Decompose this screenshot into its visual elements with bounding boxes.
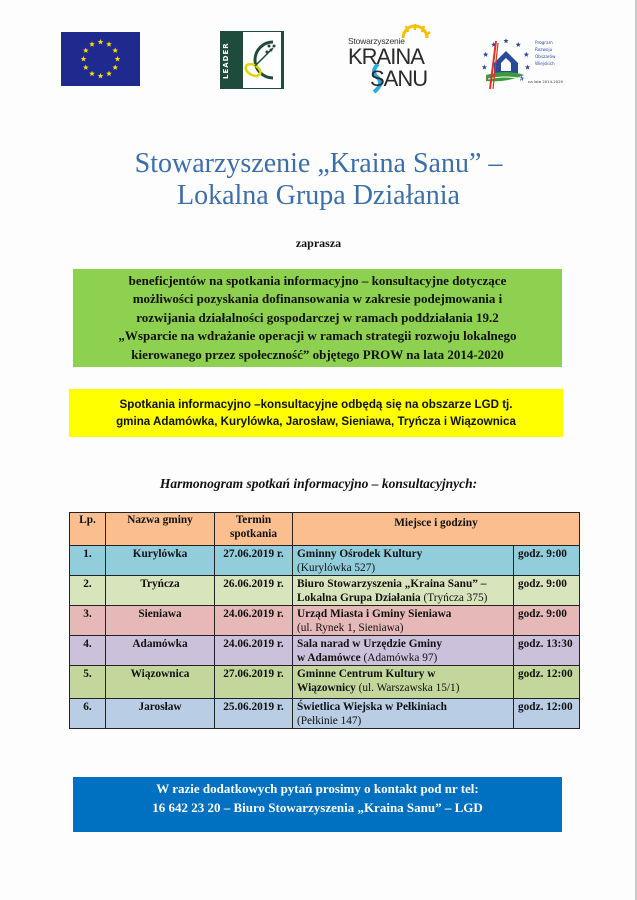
area-line-1: Spotkania informacyjno –konsultacyjne odbędą się na obszarze LGD tj. [119, 398, 513, 411]
prow-star-icon [482, 64, 487, 69]
eu-flag-logo [61, 32, 140, 86]
beneficiaries-line: „Wsparcie na wdrażanie operacji w ramach strategii rozwoju lokalnego [118, 328, 517, 344]
prow-logo [476, 33, 564, 91]
row-place-address: (ul. Warszawska 15/1) [355, 681, 460, 694]
schedule-row [70, 699, 580, 729]
row-date: 26.06.2019 r. [215, 576, 293, 606]
prow-logo-line: Rozwoju [535, 47, 553, 52]
prow-star-icon [516, 42, 521, 47]
row-place-address: (Tryńcza 375) [420, 591, 488, 604]
beneficiaries-line: beneficjentów na spotkania informacyjno – konsultacyjne dotyczące [128, 273, 507, 288]
row-lp: 2. [70, 576, 106, 606]
header-lp: Lp. [70, 513, 106, 546]
header-termin [215, 513, 293, 546]
row-date: 25.06.2019 r. [215, 699, 293, 729]
prow-logo-line: Program [535, 40, 553, 45]
contact-line-2: 16 642 23 20 – Biuro Stowarzyszenia „Kraina Sanu” – LGD [152, 799, 483, 815]
row-place-line1: Biuro Stowarzyszenia „Kraina Sanu” – [297, 578, 487, 590]
header-termin-line1: Termin [235, 514, 272, 526]
contact-line-1: W razie dodatkowych pytań prosimy o kontakt pod nr tel: [156, 781, 479, 796]
leader-logo [220, 31, 284, 89]
row-date: 24.06.2019 r. [215, 636, 293, 666]
kraina-logo-line3: SANU [370, 66, 428, 91]
prow-star-icon [525, 64, 530, 69]
row-lp: 5. [70, 666, 106, 699]
schedule-title: Harmonogram spotkań informacyjno – konsultacyjnych: [159, 476, 478, 491]
row-place-line1: Gminny Ośrodek Kultury [297, 548, 423, 560]
beneficiaries-line: kierowanego przez społeczność” objętego PROW na lata 2014-2020 [131, 346, 504, 362]
row-time: godz. 9:00 [514, 606, 580, 636]
row-place-address: (ul. Rynek 1, Sieniawa) [297, 621, 404, 634]
kraina-sanu-logo [348, 24, 438, 94]
row-place-line1: Gminne Centrum Kultury w [297, 668, 436, 680]
header-gmina: Nazwa gminy [106, 513, 215, 546]
prow-logo-years: na lata 2014-2020 [528, 79, 564, 84]
beneficiaries-line: możliwości pozyskania dofinansowania w zakresie podejmowania i [132, 291, 503, 307]
row-time: godz. 12:00 [514, 666, 580, 699]
row-place [293, 546, 514, 576]
schedule-row [70, 606, 580, 636]
row-time: godz. 13:30 [514, 636, 580, 666]
row-place [293, 576, 514, 606]
row-place-line1: Świetlica Wiejska w Pełkiniach [297, 701, 447, 713]
row-gmina: Kurylówka [106, 546, 215, 576]
row-time: godz. 9:00 [514, 546, 580, 576]
row-place-line2-bold: w Adamówce [297, 651, 361, 664]
row-place-line1: Sala narad w Urzędzie Gminy [297, 638, 442, 650]
row-place-line2-bold: Wiązownicy [297, 681, 356, 694]
leader-text: LEADER [222, 42, 230, 79]
row-place-address: (Kurylówka 527) [297, 561, 376, 574]
prow-star-icon [483, 52, 488, 57]
row-place-address: (Pełkinie 147) [297, 714, 362, 727]
prow-logo-line: Obszarów [535, 54, 556, 59]
row-lp: 3. [70, 606, 106, 636]
page-title [0, 148, 637, 212]
header-termin-line2: spotkania [229, 527, 278, 540]
row-place-line2-bold: Lokalna Grupa Działania [297, 591, 421, 604]
schedule-row [70, 546, 580, 576]
row-date: 24.06.2019 r. [215, 606, 293, 636]
beneficiaries-line: rozwijania działalności gospodarczej w ramach poddziałania 19.2 [136, 309, 499, 325]
prow-star-icon [524, 52, 529, 57]
title-line-1: Stowarzyszenie „Kraina Sanu” – [134, 148, 503, 179]
schedule-table [69, 512, 580, 729]
schedule-row [70, 666, 580, 699]
header-miejsce: Miejsce i godziny [293, 513, 580, 546]
kraina-logo-line2: KRAINA [348, 44, 424, 69]
row-lp: 1. [70, 546, 106, 576]
prow-star-icon [503, 38, 508, 43]
row-gmina: Wiązownica [106, 666, 215, 699]
beneficiaries-box [73, 269, 562, 367]
row-gmina: Sieniawa [106, 606, 215, 636]
row-date: 27.06.2019 r. [215, 546, 293, 576]
prow-logo-line: Wiejskich [535, 61, 555, 66]
row-place-line1: Urząd Miasta i Gminy Sieniawa [297, 608, 452, 620]
row-gmina: Adamówka [106, 636, 215, 666]
invite-text: zaprasza [295, 236, 342, 250]
row-place [293, 636, 514, 666]
row-time: godz. 12:00 [514, 699, 580, 729]
schedule-row [70, 636, 580, 666]
schedule-row [70, 576, 580, 606]
row-date: 27.06.2019 r. [215, 666, 293, 699]
row-place [293, 699, 514, 729]
row-time: godz. 9:00 [514, 576, 580, 606]
area-box [69, 389, 563, 437]
row-place-address: (Adamówka 97) [360, 651, 438, 664]
area-line-2: gmina Adamówka, Kurylówka, Jarosław, Sieniawa, Tryńcza i Wiązownica [116, 415, 516, 428]
row-lp: 6. [70, 699, 106, 729]
row-gmina: Tryńcza [106, 576, 215, 606]
contact-box [73, 777, 562, 832]
schedule-header-row [70, 513, 580, 546]
row-place [293, 666, 514, 699]
row-place [293, 606, 514, 636]
kraina-logo-line1: Stowarzyszenie [348, 36, 405, 46]
row-lp: 4. [70, 636, 106, 666]
title-line-2: Lokalna Grupa Działania [177, 180, 460, 211]
row-gmina: Jarosław [106, 699, 215, 729]
